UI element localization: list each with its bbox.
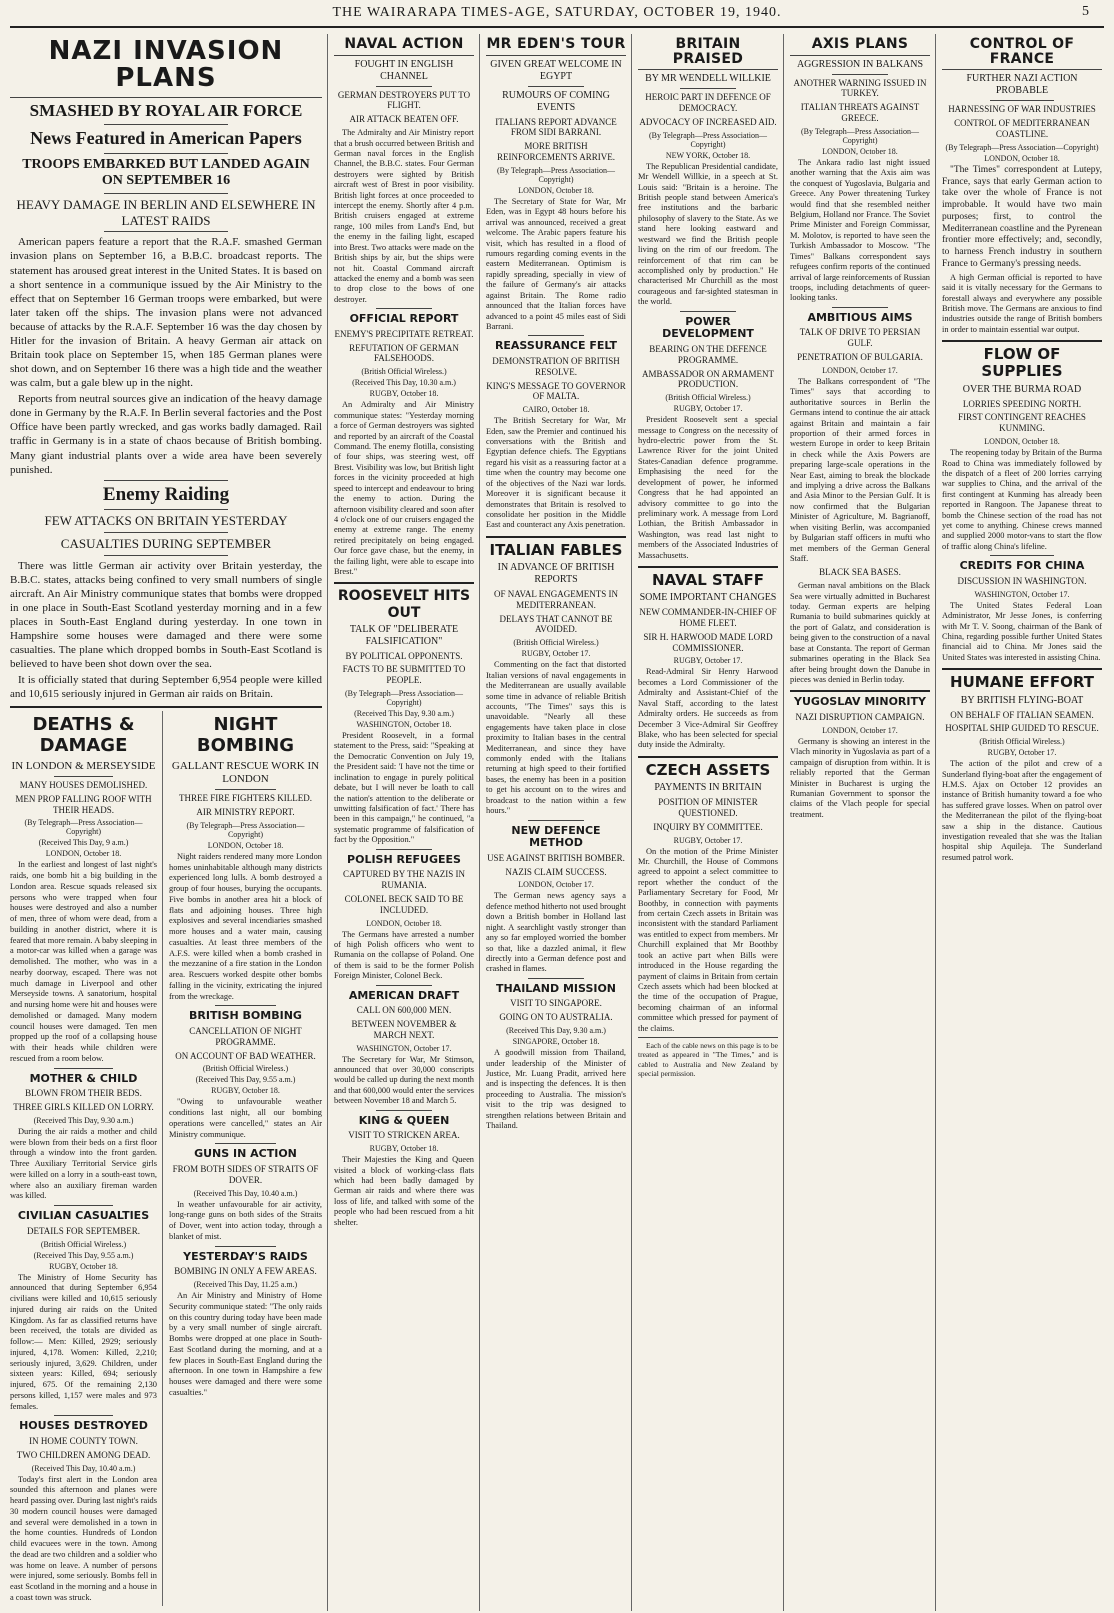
- credit-line: (British Official Wireless.): [665, 393, 751, 403]
- subhead: VISIT TO SINGAPORE.: [510, 998, 602, 1009]
- headline-night-bombing: NIGHT BOMBING: [196, 714, 295, 757]
- headline-power-development: POWER DEVELOPMENT: [662, 314, 754, 341]
- article-body: Reports from neutral sources give an indication of the heavy damage done in Germany by the R.A.F. In Berlin several factories and the Post Office have been partly wrecked, and gas works badly damaged. Rail traffic in Germany is in a state of chaos because of British bombing. Many giant industrial plants over a wide area have been severely punished.: [10, 393, 322, 476]
- deck-smashed: SMASHED BY ROYAL AIR FORCE: [29, 100, 303, 120]
- article-body: The Republican Presidential candidate, Mr Wendell Willkie, in a speech at St. Louis said: "Britain is a heroine. The British people stand between America's free institutions and the barbaric philosophy of slavery to the State. As we stand here looking eastward and westward we find the British people living on the rim of our freedom. The reinforcement of that rim can be accomplished only by production." He characterised Mr Churchill as the most courageous and far-sighted statesman in the world.: [638, 161, 778, 307]
- headline-roosevelt: ROOSEVELT HITS OUT: [337, 588, 471, 621]
- headline-eden-tour: MR EDEN'S TOUR: [486, 36, 626, 52]
- subhead: BLOWN FROM THEIR BEDS.: [25, 1088, 142, 1099]
- subhead: HOSPITAL SHIP GUIDED TO RESCUE.: [945, 723, 1099, 734]
- subhead: HEROIC PART IN DEFENCE OF DEMOCRACY.: [645, 92, 771, 114]
- deck-american-papers: News Featured in American Papers: [30, 127, 302, 148]
- received-line: (Received This Day, 10.40 a.m.): [193, 1188, 298, 1198]
- subhead: KING'S MESSAGE TO GOVERNOR OF MALTA.: [486, 380, 626, 402]
- article-body: A high German official is reported to have said it is vitally necessary for the Germans to forestall always and everywhere any possible British move. The Germans are anxious to find industries outside the range of British bombers in order to maintain essential war output.: [942, 272, 1102, 334]
- credit-line: (By Telegraph—Press Association—Copyright): [801, 126, 919, 145]
- article-body: In weather unfavourable for air activity, long-range guns on both sides of the Straits of Dover, went into action today, through a blanket of mist.: [169, 1199, 322, 1241]
- dateline: LONDON, October 18.: [984, 437, 1060, 447]
- dateline: RUGBY, October 17.: [987, 748, 1057, 758]
- column-1: [10, 34, 328, 1611]
- headline-humane-effort: HUMANE EFFORT: [950, 673, 1094, 692]
- subhead: ADVOCACY OF INCREASED AID.: [639, 116, 777, 127]
- dateline: RUGBY, October 17.: [521, 649, 591, 659]
- subhead: ENEMY'S PRECIPITATE RETREAT.: [334, 328, 474, 339]
- headline-reassurance: REASSURANCE FELT: [494, 339, 618, 353]
- headline-new-defence: NEW DEFENCE METHOD: [511, 823, 601, 850]
- article-body: The Ankara radio last night issued another warning that the Axis aim was the conquest of Yugoslavia, Bulgaria and Greece. Any Power threatening Turkey would find that she resembled neither Belgium, Holland nor France. The Soviet Prime Minister and Foreign Commissar, M. Molotov, is reported to have seen the Turkish Ambassador to Moscow. "The Times" Balkans correspondent says refugees confirm reports of the continued arrival of large reinforcements of Russian troops, including detachments of queer-looking tanks.: [790, 157, 930, 303]
- column-5: [790, 34, 936, 1611]
- article-body: The Germans have arrested a number of high Polish officers who went to Rumania on the collapse of Poland. One of them is said to be the former Polish Foreign Minister, Colonel Beck.: [334, 929, 474, 981]
- headline-axis-plans: AXIS PLANS: [811, 36, 909, 52]
- headline-official-report: OFFICIAL REPORT: [349, 312, 459, 326]
- credit-line: (British Official Wireless.): [40, 1239, 127, 1249]
- article-body: The Secretary of State for War, Mr Eden, was in Egypt 48 hours before his arrival was announced, received a great welcome. The Arabic papers feature his visit, which has resulted in a flood of rumours regarding coming events in the eastern Mediterranean. Optimism is rapidly spreading, specially in view of the failure of Germany's air attacks against Britain. The Rome radio announced that the Italian forces have advanced to a point 45 miles east of Sidi Barrani.: [486, 196, 626, 331]
- subcolumns: [10, 711, 322, 1605]
- article-body: On the motion of the Prime Minister Mr. Churchill, the House of Commons agreed to appoint a select committee to report whether the conduct of the Parliamentary Secretary for Food, Mr Boothby, in connection with payments from certain Czech assets in Britain was inconsistent with the standard Parliament was entitled to expect from members. Mr Churchill explained that Mr Boothby took an active part when Bills were introduced in the House regarding the payment of claims in Britain from certain Czech assets which had been blocked at the time of the occupation of Prague, becoming chairman of an informal committee which pressed for payment of the claims.: [638, 846, 778, 1033]
- subhead: NEW COMMANDER-IN-CHIEF OF HOME FLEET.: [639, 607, 777, 629]
- received-line: (Received This Day, 10.40 a.m.): [31, 1463, 136, 1473]
- subhead: AIR MINISTRY REPORT.: [196, 807, 295, 817]
- subhead: CAPTURED BY THE NAZIS IN RUMANIA.: [342, 869, 465, 891]
- subhead: BY POLITICAL OPPONENTS.: [345, 650, 463, 661]
- dateline: LONDON, October 17.: [822, 725, 898, 735]
- dateline: LONDON, October 18.: [984, 153, 1060, 163]
- headline-deaths-damage: DEATHS & DAMAGE: [32, 714, 135, 757]
- subhead: THREE FIRE FIGHTERS KILLED.: [179, 793, 312, 804]
- subhead: HARNESSING OF WAR INDUSTRIES: [948, 104, 1096, 115]
- received-line: (Received This Day, 10.30 a.m.): [352, 378, 456, 388]
- subhead: AIR ATTACK BEATEN OFF.: [349, 114, 459, 125]
- dateline: WASHINGTON, October 17.: [974, 589, 1070, 599]
- subhead: MORE BRITISH REINFORCEMENTS ARRIVE.: [496, 141, 615, 163]
- headline-credits-for-china: CREDITS FOR CHINA: [959, 559, 1085, 573]
- received-line: (Received This Day, 9.30 a.m.): [354, 709, 454, 719]
- dateline: WASHINGTON, October 17.: [356, 1043, 452, 1053]
- subhead: GERMAN DESTROYERS PUT TO FLIGHT.: [337, 89, 471, 111]
- received-line: (Received This Day, 11.25 a.m.): [193, 1280, 298, 1289]
- subhead: IN LONDON & MERSEYSIDE: [11, 759, 156, 772]
- article-body: Night raiders rendered many more London homes uninhabitable although many districts experienced long lulls. A bomb destroyed a group of four houses, burying the occupants. Five bombs in another area hit a block of flats and adjoining houses. Three high explosives and several incendiaries smashed more houses and a water main, causing casualties. At least three members of the A.F.S. were killed when a bomb crashed in the mezzanine of a fire station in the London area. Rescuers worked despite other bombs falling in the vicinity, extricating the injured from the wreckage.: [169, 851, 322, 1001]
- received-line: (Received This Day, 9.55 a.m.): [33, 1250, 134, 1260]
- subhead: FOUGHT IN ENGLISH CHANNEL: [354, 58, 454, 82]
- subhead: POSITION OF MINISTER QUESTIONED.: [658, 797, 758, 818]
- article-body: Germany is showing an interest in the Vlach minority in Yugoslavia as part of a campaign of disruption from within. It is reliably reported that the German Minister in Bucharest is urging the Rumanian Government to sponsor the claims of the Vlach people for special treatment.: [790, 736, 930, 819]
- dateline: LONDON, October 18.: [45, 849, 122, 859]
- headline-thailand: THAILAND MISSION: [495, 981, 617, 995]
- subhead: TWO CHILDREN AMONG DEAD.: [16, 1449, 151, 1460]
- subhead: PENETRATION OF BULGARIA.: [797, 352, 923, 363]
- article-body: President Roosevelt sent a special message to Congress on the necessity of hydro-electric power from the St. Lawrence River for the joint United States-Canadian defence programme. Emphasising the need for the development of power, he informed Congress that he had appointed an advisory committee to go into the preliminary work. A message from Lord Lothian, the British Ambassador in Washington, was read last night to members of the Associated Industries of Massachusetts.: [638, 415, 778, 560]
- subhead: NAZI DISRUPTION CAMPAIGN.: [795, 712, 925, 723]
- article-body: The Admiralty and Air Ministry report that a brush occurred between British and German naval forces in the English Channel, the B.B.C. states. Four German destroyers were sighted by British aircraft west of Brest in poor visibility. British light forces at once proceeded to intercept the enemy. Shortly after 4 p.m. British cruisers engaged at extreme range, 100 miles from Land's End, but the enemy in the failing light, escaped into Brest. Two attacks were made on the British ships by air, but the ships were not hit. Coastal Command aircraft attacked the enemy and a bomb was seen to drop close to the bows of one destroyer.: [334, 128, 474, 304]
- article-body: The United States Federal Loan Administrator, Mr Jesse Jones, is conferring with Mr T. V. Soong, chairman of the Bank of China, regarding possible further United States financial aid to China. Mr Jones said the United States was interested in assisting China.: [942, 600, 1102, 662]
- subhead: BLACK SEA BASES.: [819, 567, 901, 578]
- headline-guns-in-action: GUNS IN ACTION: [194, 1147, 297, 1161]
- subhead: SIR H. HARWOOD MADE LORD COMMISSIONER.: [643, 631, 773, 653]
- subhead: PAYMENTS IN BRITAIN: [654, 782, 762, 794]
- credit-line: (British Official Wireless.): [513, 638, 599, 648]
- dateline: RUGBY, October 18.: [369, 389, 439, 399]
- subhead: OF NAVAL ENGAGEMENTS IN MEDITERRANEAN.: [493, 589, 619, 610]
- subhead: THREE GIRLS KILLED ON LORRY.: [13, 1102, 154, 1113]
- subhead: ANOTHER WARNING ISSUED IN TURKEY.: [793, 77, 927, 99]
- masthead: [10, 0, 1104, 28]
- credit-line: (By Telegraph—Press Association—Copyright): [945, 142, 1099, 152]
- deck-casualties: CASUALTIES DURING SEPTEMBER: [60, 536, 272, 552]
- subhead: INQUIRY BY COMMITTEE.: [653, 821, 763, 832]
- credit-line: (British Official Wireless.): [361, 367, 447, 377]
- subcolumn-b: [169, 711, 322, 1605]
- columns: [10, 34, 1104, 1611]
- subhead: FURTHER NAZI ACTION PROBABLE: [966, 73, 1078, 97]
- received-line: (Received This Day, 9.30 a.m.): [33, 1115, 134, 1125]
- article-body: The German news agency says a defence method hitherto not used brought down a British bomber in Holland last night. A searchlight vastly stronger than any so far employed worried the bomber so that, like a dazzled animal, it flew directly into a German defence post and crashed in flames.: [486, 891, 626, 974]
- dateline: RUGBY, October 18.: [369, 1144, 439, 1154]
- subhead: ITALIANS REPORT ADVANCE FROM SIDI BARRANI.: [495, 116, 617, 138]
- credit-line: (By Telegraph—Press Association—Copyright): [649, 130, 767, 149]
- credit-line: (By Telegraph—Press Association—Copyright): [24, 818, 143, 837]
- subhead: DETAILS FOR SEPTEMBER.: [26, 1225, 141, 1236]
- dateline: RUGBY, October 18.: [49, 1261, 118, 1271]
- subhead: TALK OF DRIVE TO PERSIAN GULF.: [799, 327, 921, 349]
- subhead: TALK OF "DELIBERATE FALSIFICATION": [349, 623, 459, 647]
- article-body: "Owing to unfavourable weather conditions last night, all our bombing operations were cancelled," states an Air Ministry communique.: [169, 1097, 322, 1139]
- headline-king-queen: KING & QUEEN: [358, 1113, 450, 1127]
- subhead: BY BRITISH FLYING-BOAT: [960, 694, 1084, 706]
- dateline: RUGBY, October 17.: [673, 404, 743, 414]
- headline-naval-action: NAVAL ACTION: [344, 36, 464, 52]
- credit-line: (By Telegraph—Press Association—Copyright): [497, 165, 615, 184]
- subhead: ITALIAN THREATS AGAINST GREECE.: [800, 102, 920, 124]
- subhead: DEMONSTRATION OF BRITISH RESOLVE.: [492, 356, 620, 377]
- subhead: IN HOME COUNTY TOWN.: [29, 1435, 138, 1446]
- subhead: BOMBING IN ONLY A FEW AREAS.: [174, 1266, 317, 1277]
- article-body: It is officially stated that during September 6,954 people were killed and 10,615 seriously injured in German air raids on Britain.: [10, 674, 322, 701]
- dateline: RUGBY, October 17.: [673, 656, 743, 666]
- article-body: "The Times" correspondent at Lutepy, France, says that early German action to take over the whole of France is not improbable. It would have two main purposes; first, to control the Mediterranean coastline and the Pyrenean frontier more effectively; and, secondly, to harness French industry in southern France to Germany's pressing needs.: [942, 164, 1102, 269]
- headline-american-draft: AMERICAN DRAFT: [348, 988, 460, 1002]
- subhead: GALLANT RESCUE WORK IN LONDON: [171, 759, 320, 786]
- headline-flow-of-supplies: FLOW OF SUPPLIES: [981, 345, 1063, 381]
- headline-czech-assets: CZECH ASSETS: [645, 760, 771, 779]
- subhead: FIRST CONTINGENT REACHES KUNMING.: [958, 412, 1086, 434]
- subhead: FROM BOTH SIDES OF STRAITS OF DOVER.: [172, 1163, 319, 1185]
- dateline: NEW YORK, October 18.: [665, 150, 751, 160]
- article-body: The Ministry of Home Security has announced that during September 6,954 civilians were killed and 10,615 seriously injured during air raids on the United Kingdom. As far as classified returns have been received, the totals are divided as follow:— Men: Killed, 2929; seriously injured, 4,178. Women: Killed, 2,210; seriously injured, 3,629. Children, under sixteen years: Killed, 694; seriously injured, 675. Of the remaining 2,130 persons killed, 1,157 were males and 973 females.: [10, 1272, 157, 1411]
- article-body: An Admiralty and Air Ministry communique states: "Yesterday morning a force of German destroyers was sighted and reported by an aircraft of the Coastal Command. The enemy flotilla, consisting of four ships, was steering west, off Brest. Visibility was low, but British light forces in the vicinity proceeded at high speed to intercept and endeavour to bring the enemy to action. During the afternoon visibility cleared and soon after 4 o'clock one of our cruisers engaged the enemy at extreme range. The enemy retired precipitately on being engaged. Our force gave chase, but the enemy, in the failing light, were able to escape into Brest.": [334, 400, 474, 577]
- subhead: LORRIES SPEEDING NORTH.: [962, 398, 1082, 409]
- credit-line: (By Telegraph—Press Association—Copyright): [186, 820, 305, 839]
- subhead: CONTROL OF MEDITERRANEAN COASTLINE.: [954, 118, 1090, 139]
- subhead: CANCELLATION OF NIGHT PROGRAMME.: [189, 1025, 302, 1047]
- article-body: President Roosevelt, in a formal statement to the Press, said: "Speaking at the Democratic Convention on July 19, the President said: 'I have not the time or inclination to engage in purely political debate, but I will never be loath to call the nation's attention to the deliberate or unwitting falsification of fact.' There has been in this campaign," he continued, "a systematic programme of falsification of fact by the Opposition.": [334, 731, 474, 845]
- headline-ambitious-aims: AMBITIOUS AIMS: [807, 310, 913, 324]
- article-body: Today's first alert in the London area sounded this afternoon and planes were heard passing over. During last night's raids 30 modern council houses were damaged and several were demolished in a town in the home counties. Hundreds of London child evacuees were in the town. Among the dead are two children and a soldier who was home on leave. A number of persons were injured, some seriously. Bombs fell in east Scotland in the morning and a house in a coast town was struck.: [10, 1474, 157, 1602]
- subhead: BY MR WENDELL WILLKIE: [645, 73, 771, 85]
- headline-control-of-france: CONTROL OF FRANCE: [969, 36, 1075, 67]
- deck-heavy-damage: HEAVY DAMAGE IN BERLIN AND ELSEWHERE IN LATEST RAIDS: [16, 197, 316, 228]
- article-body: The British Secretary for War, Mr Eden, saw the Premier and continued his conversations with the British and Egyptian defence chiefs. The Egyptians regard his visit as a reassuring factor at a time when the country may become one of the objectives of the Nazi war lords. Moreover it is significant because it demonstrates that Britain is resolved to consolidate her position in the Middle East and counteract any Axis penetration.: [486, 416, 626, 530]
- column-6: [942, 34, 1102, 1611]
- article-body: Read-Admiral Sir Henry Harwood becomes a Lord Commissioner of the Admiralty and Assistant-Chief of the Naval Staff, according to the latest Admiralty orders. He succeeds as from December 3 Vice-Admiral Sir Geoffrey Blake, who has been selected for special duty inside the Admiralty.: [638, 667, 778, 750]
- subhead: AGGRESSION IN BALKANS: [796, 58, 924, 70]
- column-4: [638, 34, 784, 1611]
- article-body: There was little German air activity over Britain yesterday, the B.B.C. states, attacks being confined to very small numbers of single aircraft. An Air Ministry communique states that bombs were dropped in one place in South-East Scotland yesterday morning and in a few places in South-East England during yesterday. In one town in Hampshire some houses were damaged and there were some casualties. The plane which dropped bombs in South-East Scotland is believed to have been shot down over the sea.: [10, 559, 322, 671]
- subhead: DISCUSSION IN WASHINGTON.: [957, 575, 1087, 586]
- article-body: The Balkans correspondent of "The Times" says that according to authoritative sources in Berlin the Germans intend to continue the air attack against Britain and maintain a fair proportion of their armed forces in western Europe in order to keep Britain in check while the Axis Powers are preparing large-scale operations in the Near East, aiming to break the blockade and implying a drive across the Balkans and Asia Minor to the Persian Gulf. It is now confirmed that the Bulgarian Minister of Agriculture, M. Bagrianoff, when visiting Berlin, was accompanied by Bulgarian staff officers in mufti who met members of the German General Staff.: [790, 376, 930, 563]
- headline-yugoslav-minority: YUGOSLAV MINORITY: [794, 695, 926, 709]
- received-line: (Received This Day, 9.30 a.m.): [506, 1026, 606, 1036]
- article-body: An Air Ministry and Ministry of Home Security communique stated: "The only raids on this country during today have been made by a very small number of single aircraft. Bombs were dropped at one place in South-East Scotland during the morning, and at a few places in South-East England during the afternoon. In one town in Hampshire a few houses were damaged and there were some casualties.": [169, 1291, 322, 1397]
- received-line: (Received This Day, 9.55 a.m.): [195, 1075, 296, 1085]
- subhead: SOME IMPORTANT CHANGES: [639, 592, 777, 604]
- headline-polish-refugees: POLISH REFUGEES: [347, 852, 461, 866]
- subhead: BETWEEN NOVEMBER & MARCH NEXT.: [351, 1019, 457, 1040]
- article-body: The action of the pilot and crew of a Sunderland flying-boat after the engagement of H.M.S. Ajax on October 12 provides an instance of British humanity toward a foe who has suffered grave losses. When on patrol over the Mediterranean the pilot of the flying-boat saw a ship in the distance. Cautious investigation revealed that she was the Italian hospital ship Aquileja. The Sunderland resumed patrol work.: [942, 759, 1102, 862]
- dateline: LONDON, October 18.: [518, 185, 594, 195]
- dateline: SINGAPORE, October 18.: [512, 1037, 600, 1047]
- subhead: USE AGAINST BRITISH BOMBER.: [487, 852, 625, 863]
- deck-troops: TROOPS EMBARKED BUT LANDED AGAIN ON SEPTEMBER 16: [22, 156, 310, 189]
- deck-few-attacks: FEW ATTACKS ON BRITAIN YESTERDAY: [44, 513, 288, 529]
- headline-naval-staff: NAVAL STAFF: [651, 571, 765, 590]
- subhead: MANY HOUSES DEMOLISHED.: [19, 780, 148, 791]
- subhead: IN ADVANCE OF BRITISH REPORTS: [497, 562, 615, 586]
- subhead: ON BEHALF OF ITALIAN SEAMEN.: [950, 709, 1094, 720]
- dateline: LONDON, October 17.: [822, 365, 898, 375]
- masthead-title: THE WAIRARAPA TIMES-AGE, SATURDAY, OCTOBER 19, 1940.: [332, 5, 782, 20]
- column-3: [486, 34, 632, 1611]
- dateline: RUGBY, October 17.: [673, 835, 743, 845]
- subcolumn-a: [10, 711, 163, 1605]
- article-body: Their Majesties the King and Queen visited a block of working-class flats which had been badly damaged by German air raids and where there was loss of life, and talked with some of the people who had been rescued from a hit shelter.: [334, 1155, 474, 1227]
- subhead: OVER THE BURMA ROAD: [962, 383, 1082, 395]
- subhead: AMBASSADOR ON ARMAMENT PRODUCTION.: [641, 368, 775, 390]
- subhead: MEN PROP FALLING ROOF WITH THEIR HEADS.: [15, 793, 152, 815]
- article-body: The reopening today by Britain of the Burma Road to China was immediately followed by the dispatch of a fleet of 200 lorries carrying war supplies to China, and the arrival of the first contingent at Kunming has already been reported in Rangoon. The Japanese threat to bomb the Chinese section of the road has not yet come to anything. Chinese crews manned and supplied 2000 motor-vans to start the flow of traffic along China's lifeline.: [942, 448, 1102, 551]
- subhead: DELAYS THAT CANNOT BE AVOIDED.: [499, 613, 613, 635]
- headline-mother-child: MOTHER & CHILD: [29, 1071, 138, 1085]
- headline-british-bombing: BRITISH BOMBING: [189, 1009, 302, 1023]
- dateline: LONDON, October 18.: [822, 146, 898, 156]
- subhead: CALL ON 600,000 MEN.: [356, 1005, 452, 1016]
- credit-line: (By Telegraph—Press Association—Copyright): [345, 689, 463, 708]
- subhead: NAZIS CLAIM SUCCESS.: [505, 866, 607, 877]
- page-number: 5: [1082, 4, 1090, 19]
- dateline: LONDON, October 18.: [207, 840, 284, 850]
- subhead: GIVEN GREAT WELCOME IN EGYPT: [490, 58, 622, 82]
- dateline: CAIRO, October 18.: [522, 405, 590, 415]
- article-body: In the earliest and longest of last night's raids, one bomb hit a big building in the London area. Rescue squads released six persons who were trapped when four houses were destroyed and also a number of men, three of whom were dead, from a building in another district, where it is feared that more remain. A baby sleeping in a motor-car was killed when a garage was demolished. The mother, who was in a nearby doorway, escaped. There was not much damage in Liverpool and other Merseyside towns. A sanatorium, hospital and nursing home were hit and houses were demolished or damaged. Many modern council houses were damaged. Ten men propped up the roof of a collapsing house with their heads while children were rescued from a room below.: [10, 860, 157, 1063]
- headline-italian-fables: ITALIAN FABLES: [489, 540, 623, 559]
- dateline: LONDON, October 18.: [366, 918, 442, 928]
- article-body: American papers feature a report that the R.A.F. smashed German invasion plans on September 16, a B.B.C. broadcast reports. The statement has aroused great interest in the United States. It is based on a short sentence in a communique issued by the Air Ministry to the effect that on September 16 German troops were embarked, but were later taken off the ships. The invasion plans were not advanced because of attacks by the R.A.F. September 16 was the day chosen by Hitler for the invasion of Britain. A heavy German air attack on Britain took place on September 15, when 185 German planes were shot down, and on September 16 there was a high tide and the weather was calm, but a gale blew up in the night.: [10, 236, 322, 390]
- cable-note: Each of the cable news on this page is to be treated as appeared in "The Times," and is cabled to Australia and New Zealand by special permission.: [638, 1041, 778, 1078]
- subhead: ON ACCOUNT OF BAD WEATHER.: [175, 1050, 316, 1061]
- headline-britain-praised: BRITAIN PRAISED: [672, 36, 744, 67]
- headline-civilian-casualties: CIVILIAN CASUALTIES: [17, 1209, 150, 1223]
- headline-yesterdays-raids: YESTERDAY'S RAIDS: [183, 1249, 308, 1263]
- subhead: COLONEL BECK SAID TO BE INCLUDED.: [344, 893, 464, 915]
- credit-line: (British Official Wireless.): [202, 1064, 289, 1074]
- subhead: REFUTATION OF GERMAN FALSEHOODS.: [349, 342, 459, 364]
- headline-nazi-invasion: NAZI INVASION PLANS: [48, 36, 284, 94]
- dateline: RUGBY, October 18.: [211, 1086, 280, 1096]
- dateline: LONDON, October 17.: [518, 880, 594, 890]
- received-line: (Received This Day, 9 a.m.): [38, 838, 129, 848]
- article-body: During the air raids a mother and child were blown from their beds on a first floor through a window into the front garden. Three Auxiliary Territorial Service girls were killed on a lorry in a south-east town, where also an auxiliary fireman warden was killed.: [10, 1126, 157, 1201]
- article-body: A goodwill mission from Thailand, under leadership of the Minister of Justice, Mr. Luang Pradit, arrived here and is inspecting the defences. It is then proceeding to Australia. The mission's visit to the trip was designed to strengthen relations between Britain and Thailand.: [486, 1048, 626, 1131]
- headline-enemy-raiding: Enemy Raiding: [102, 483, 230, 505]
- subhead: RUMOURS OF COMING EVENTS: [502, 89, 610, 113]
- headline-houses-destroyed: HOUSES DESTROYED: [19, 1419, 148, 1433]
- article-body: German naval ambitions on the Black Sea were virtually admitted in Bucharest today. German experts are helping Rumania to build submarines quickly at the port of Galatz, and consideration is being given to the construction of a naval base at Constanta. The report of German submarines operating in the Black Sea after being brought down the Danube in pieces was denied in Berlin today.: [790, 581, 930, 684]
- credit-line: (British Official Wireless.): [979, 737, 1065, 747]
- subhead: FACTS TO BE SUBMITTED TO PEOPLE.: [342, 664, 466, 686]
- subhead: VISIT TO STRICKEN AREA.: [348, 1130, 460, 1141]
- article-body: The Secretary for War, Mr Stimson, announced that over 30,000 conscripts would be called up during the next month and that 600,000 would enter the services between November 18 and March 5.: [334, 1054, 474, 1106]
- article-body: Commenting on the fact that distorted Italian versions of naval engagements in the Mediterranean are usually available some time in advance of reliable British accounts, "The Times" says this is unavoidable. "Nearly all these engagements have taken place in close proximity to Italian bases in the central Mediterranean, and since they have commonly ended with the Italians returning at high speed to their fortified bases, the enemy has been in a position to get his account on to the wires and broadcast to the nation within a few hours.": [486, 660, 626, 816]
- column-2: [334, 34, 480, 1611]
- subhead: GOING ON TO AUSTRALIA.: [499, 1012, 613, 1023]
- dateline: WASHINGTON, October 18.: [356, 720, 452, 730]
- subhead: BEARING ON THE DEFENCE PROGRAMME.: [649, 343, 767, 365]
